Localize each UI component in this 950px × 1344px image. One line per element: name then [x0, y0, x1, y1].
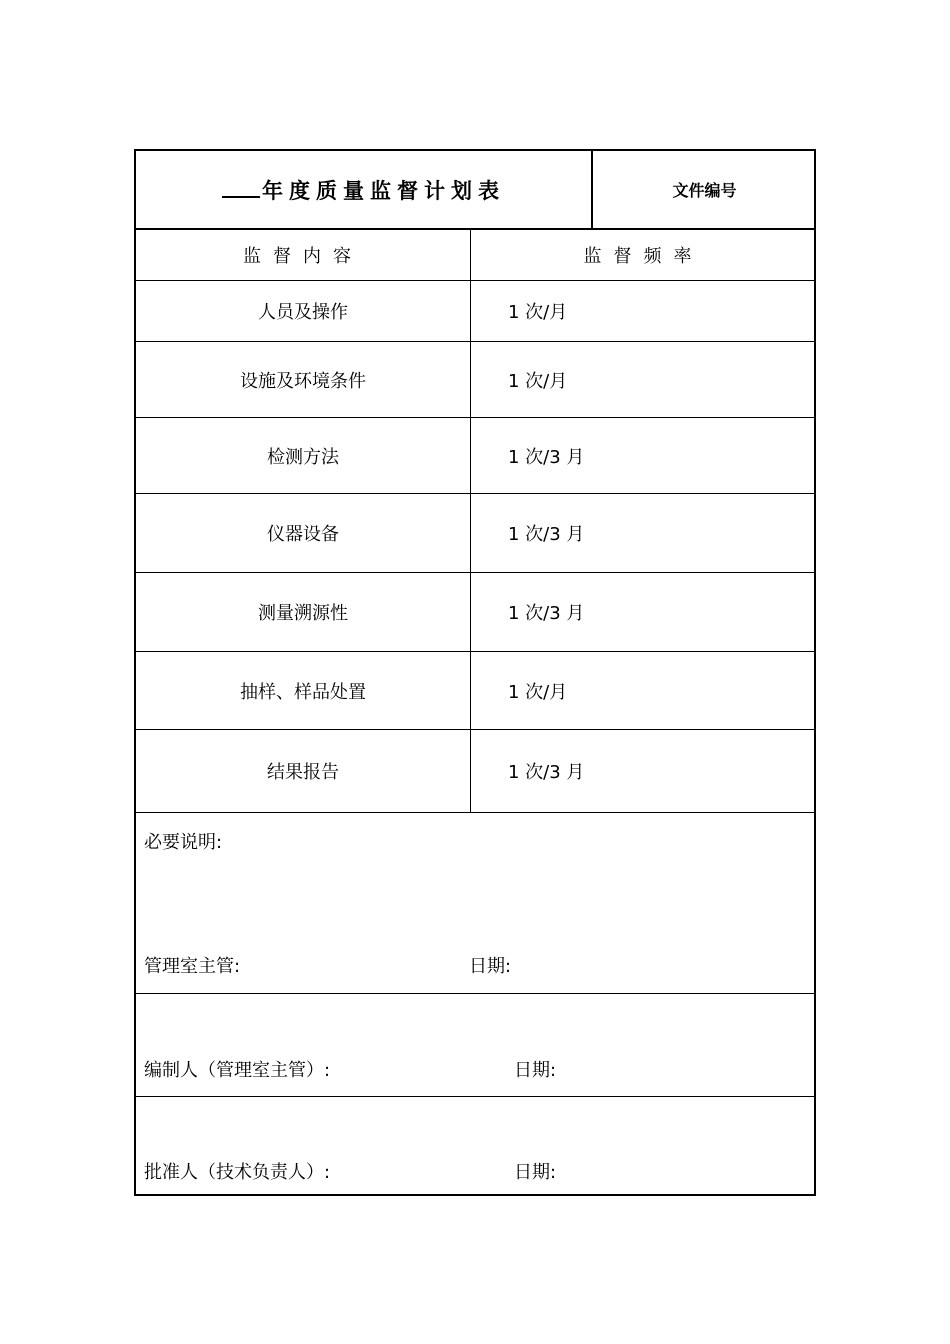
row-content-personnel: 人员及操作 [258, 302, 348, 323]
row-content-sampling: 抽样、样品处置 [240, 681, 366, 703]
approver-date-label: 日期: [514, 1162, 557, 1183]
form-title [136, 151, 591, 228]
row-frequency-equipment: 1 次/3 月 [508, 524, 585, 545]
approver-label: 批准人（技术负责人）: [144, 1162, 331, 1183]
compiler-date-label: 日期: [514, 1060, 557, 1081]
notes-bottom-border [136, 993, 814, 994]
compiler-bottom-border [136, 1096, 814, 1097]
row-content-reporting: 结果报告 [267, 762, 339, 783]
supervisor-label: 管理室主管: [144, 956, 241, 977]
row-frequency-traceability: 1 次/3 月 [508, 603, 585, 624]
compiler-label: 编制人（管理室主管）: [144, 1060, 331, 1081]
column-header-frequency: 监督频率 [583, 246, 704, 267]
row-7-bottom-border [136, 812, 814, 813]
row-content-traceability: 测量溯源性 [258, 603, 348, 624]
year-blank [222, 182, 260, 198]
column-divider [470, 228, 471, 812]
document-number-label: 文件编号 [672, 181, 737, 200]
row-frequency-reporting: 1 次/3 月 [508, 762, 585, 783]
notes-date-label: 日期: [469, 956, 512, 977]
row-frequency-personnel: 1 次/月 [508, 302, 568, 323]
row-content-equipment: 仪器设备 [267, 524, 339, 545]
row-frequency-sampling: 1 次/月 [508, 681, 568, 703]
row-content-methods: 检测方法 [267, 446, 339, 468]
form-title-text: 年度质量监督计划表 [262, 178, 505, 203]
quality-supervision-plan-form [134, 149, 816, 1196]
row-frequency-facilities: 1 次/月 [508, 370, 568, 392]
row-content-facilities: 设施及环境条件 [240, 370, 366, 392]
column-header-content: 监督内容 [243, 246, 363, 267]
row-frequency-methods: 1 次/3 月 [508, 446, 585, 468]
notes-label: 必要说明: [144, 832, 223, 853]
